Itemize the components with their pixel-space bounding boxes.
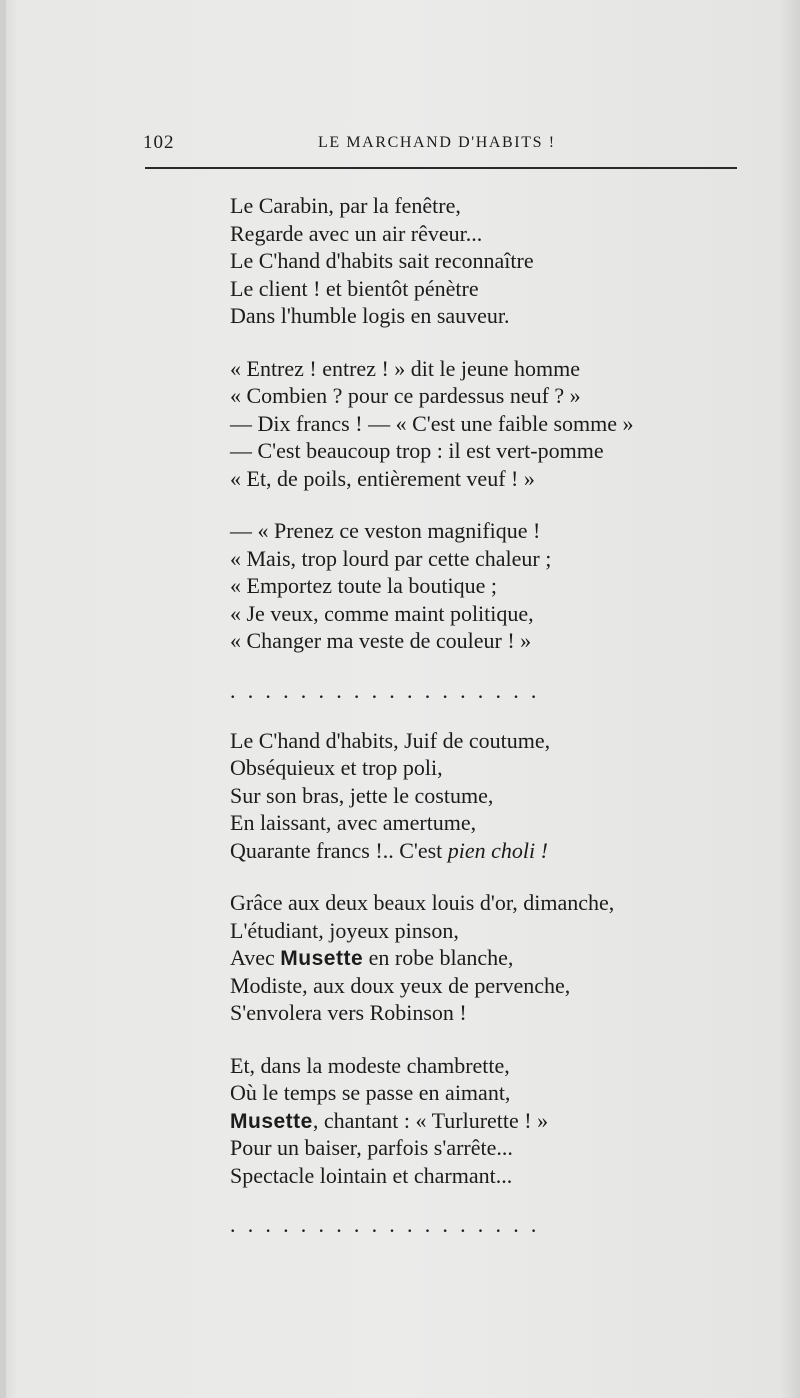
page-header [143, 132, 737, 154]
verse-line: « Combien ? pour ce pardessus neuf ? » [230, 383, 581, 408]
verse-line: « Je veux, comme maint politique, [230, 600, 534, 626]
verse-line: Le client ! et bientôt pénètre [230, 275, 479, 301]
stanza-4 [230, 727, 690, 865]
character-name: Musette [230, 1109, 313, 1133]
verse-line [230, 1107, 690, 1135]
stanza-6 [230, 1052, 690, 1190]
verse-line: « Et, de poils, entièrement veuf ! » [230, 465, 535, 491]
verse-line: — « Prenez ce veston magnifique ! [230, 518, 541, 543]
verse-text: , chantant : « Turlurette ! » [312, 1107, 549, 1133]
verse-line: Obséquieux et trop poli, [230, 755, 443, 780]
stanza-1 [230, 192, 690, 330]
poem [230, 192, 690, 1261]
verse-text: Avec [230, 945, 275, 970]
verse-line: L'étudiant, joyeux pinson, [230, 917, 459, 943]
section-separator-end [230, 1214, 690, 1236]
page-gutter-shadow [0, 0, 6, 1398]
character-name: Musette [280, 947, 364, 970]
verse-line: Grâce aux deux beaux louis d'or, dimanche, [230, 890, 615, 915]
stanza-3 [230, 517, 690, 655]
verse-line: — Dix francs ! — « C'est une faible somme » [230, 410, 634, 436]
stanza-5 [230, 889, 690, 1027]
verse-line: « Changer ma veste de couleur ! » [230, 628, 532, 653]
running-title: LE MARCHAND D'HABITS ! [318, 134, 556, 151]
verse-line: En laissant, avec amertume, [230, 810, 477, 835]
verse-line: Pour un baiser, parfois s'arrête... [230, 1135, 513, 1160]
verse-text: en robe blanche, [368, 945, 514, 970]
verse-text: Quarante francs !.. C'est [230, 837, 443, 863]
verse-line: Et, dans la modeste chambrette, [230, 1052, 510, 1078]
verse-line: Regarde avec un air rêveur... [230, 220, 483, 246]
header-rule [145, 167, 737, 169]
verse-line: Le Carabin, par la fenêtre, [230, 193, 461, 218]
verse-line: Le C'hand d'habits sait reconnaître [230, 248, 534, 273]
verse-line: — C'est beaucoup trop : il est vert-pomme [230, 438, 604, 463]
section-separator [230, 677, 690, 703]
verse-line: Où le temps se passe en aimant, [230, 1080, 511, 1105]
verse-line [230, 837, 690, 865]
page-number: 102 [143, 132, 175, 153]
stanza-2 [230, 355, 690, 493]
verse-line: « Entrez ! entrez ! » dit le jeune homme [230, 355, 581, 381]
verse-line: S'envolera vers Robinson ! [230, 1000, 467, 1025]
dotted-separator: .................. [230, 1212, 549, 1237]
verse-line: Sur son bras, jette le costume, [230, 782, 494, 808]
verse-line [230, 944, 690, 972]
verse-line: Spectacle lointain et charmant... [230, 1162, 513, 1188]
verse-line: « Emportez toute la boutique ; [230, 573, 497, 598]
italic-dialect-text: pien choli ! [447, 837, 548, 863]
verse-line: « Mais, trop lourd par cette chaleur ; [230, 545, 552, 571]
verse-line: Le C'hand d'habits, Juif de coutume, [230, 727, 551, 753]
verse-line: Dans l'humble logis en sauveur. [230, 303, 510, 328]
dotted-separator: .................. [230, 677, 549, 703]
verse-line: Modiste, aux doux yeux de pervenche, [230, 972, 571, 998]
